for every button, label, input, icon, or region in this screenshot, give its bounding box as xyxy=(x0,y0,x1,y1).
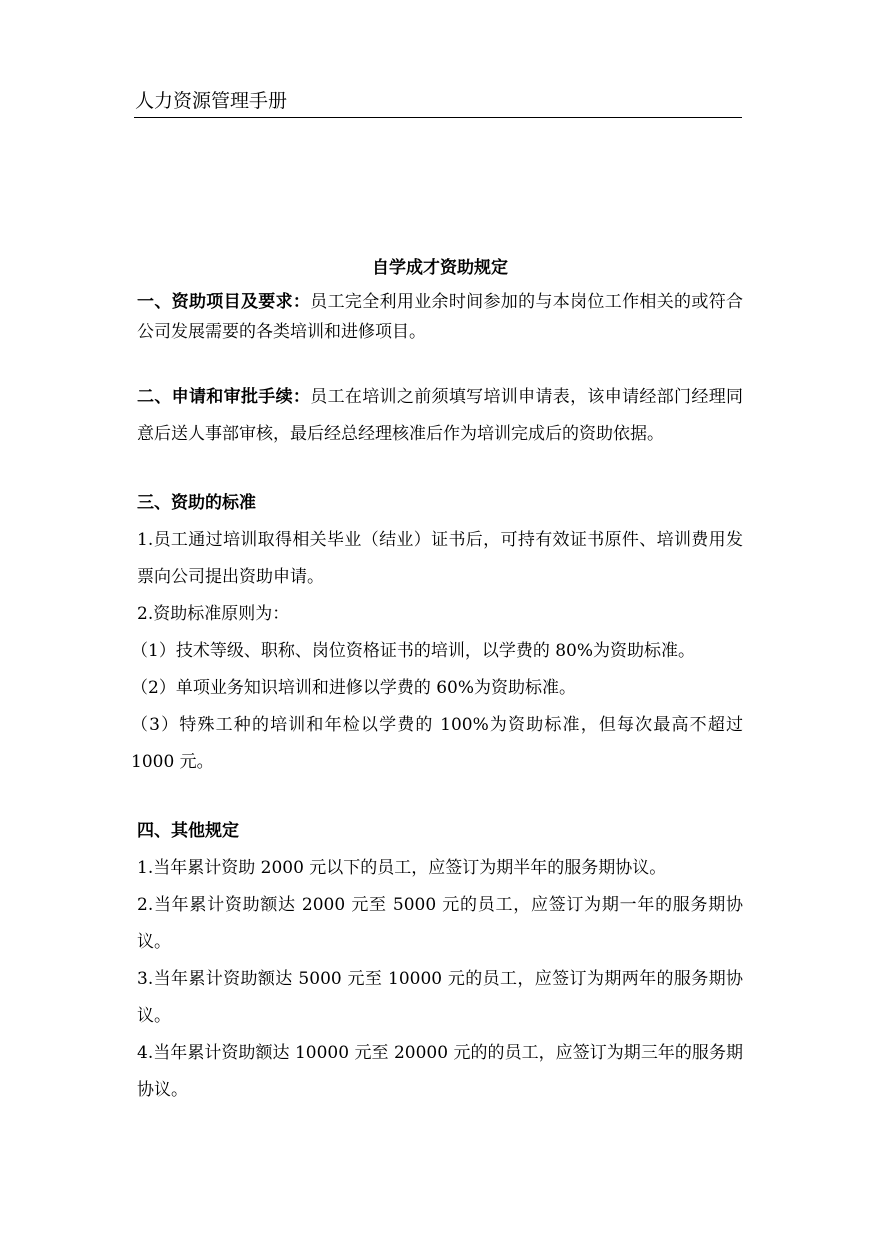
section-3-sub-3: （3）特殊工种的培训和年检以学费的 100%为资助标准，但每次最高不超过 1000 元。 xyxy=(131,715,743,772)
section-3-item-2: 2.资助标准原则为： xyxy=(137,604,290,624)
section-3-sub-2: （2）单项业务知识培训和进修以学费的 60%为资助标准。 xyxy=(131,678,577,698)
section-4-item-2: 2.当年累计资助额达 2000 元至 5000 元的员工，应签订为期一年的服务期协议。 xyxy=(137,895,743,952)
paragraph-gap xyxy=(137,347,743,379)
section-2 xyxy=(137,379,743,453)
paragraph-gap xyxy=(137,453,743,485)
section-4-item-1: 1.当年累计资助 2000 元以下的员工，应签订为期半年的服务期协议。 xyxy=(137,858,667,878)
section-4-heading: 四、其他规定 xyxy=(137,821,239,841)
section-3-item-1: 1.员工通过培训取得相关毕业（结业）证书后，可持有效证书原件、培训费用发票向公司提出资助申请。 xyxy=(137,530,743,587)
section-4-item-3: 3.当年累计资助额达 5000 元至 10000 元的员工，应签订为期两年的服务期协议。 xyxy=(137,969,743,1026)
paragraph-gap xyxy=(137,781,743,813)
header-title: 人力资源管理手册 xyxy=(135,90,288,112)
section-1-label: 一、资助项目及要求： xyxy=(137,292,311,312)
document-body xyxy=(131,253,744,1109)
section-4-item-4: 4.当年累计资助额达 10000 元至 20000 元的的员工，应签订为期三年的服务期协议。 xyxy=(137,1043,743,1100)
section-1-text: 员工完全利用业余时间参加的与本岗位工作相关的或符合公司发展需要的各类培训和进修项目。 xyxy=(137,292,744,342)
section-1 xyxy=(137,287,743,347)
document-title: 自学成才资助规定 xyxy=(372,258,508,278)
section-3-sub-1: （1）技术等级、职称、岗位资格证书的培训，以学费的 80%为资助标准。 xyxy=(131,641,696,661)
section-2-text: 员工在培训之前须填写培训申请表，该申请经部门经理同意后送人事部审核，最后经总经理核准后作为培训完成后的资助依据。 xyxy=(137,387,744,444)
section-2-label: 二、申请和审批手续： xyxy=(137,387,311,407)
section-3-heading: 三、资助的标准 xyxy=(137,493,256,513)
page-header xyxy=(134,88,742,118)
